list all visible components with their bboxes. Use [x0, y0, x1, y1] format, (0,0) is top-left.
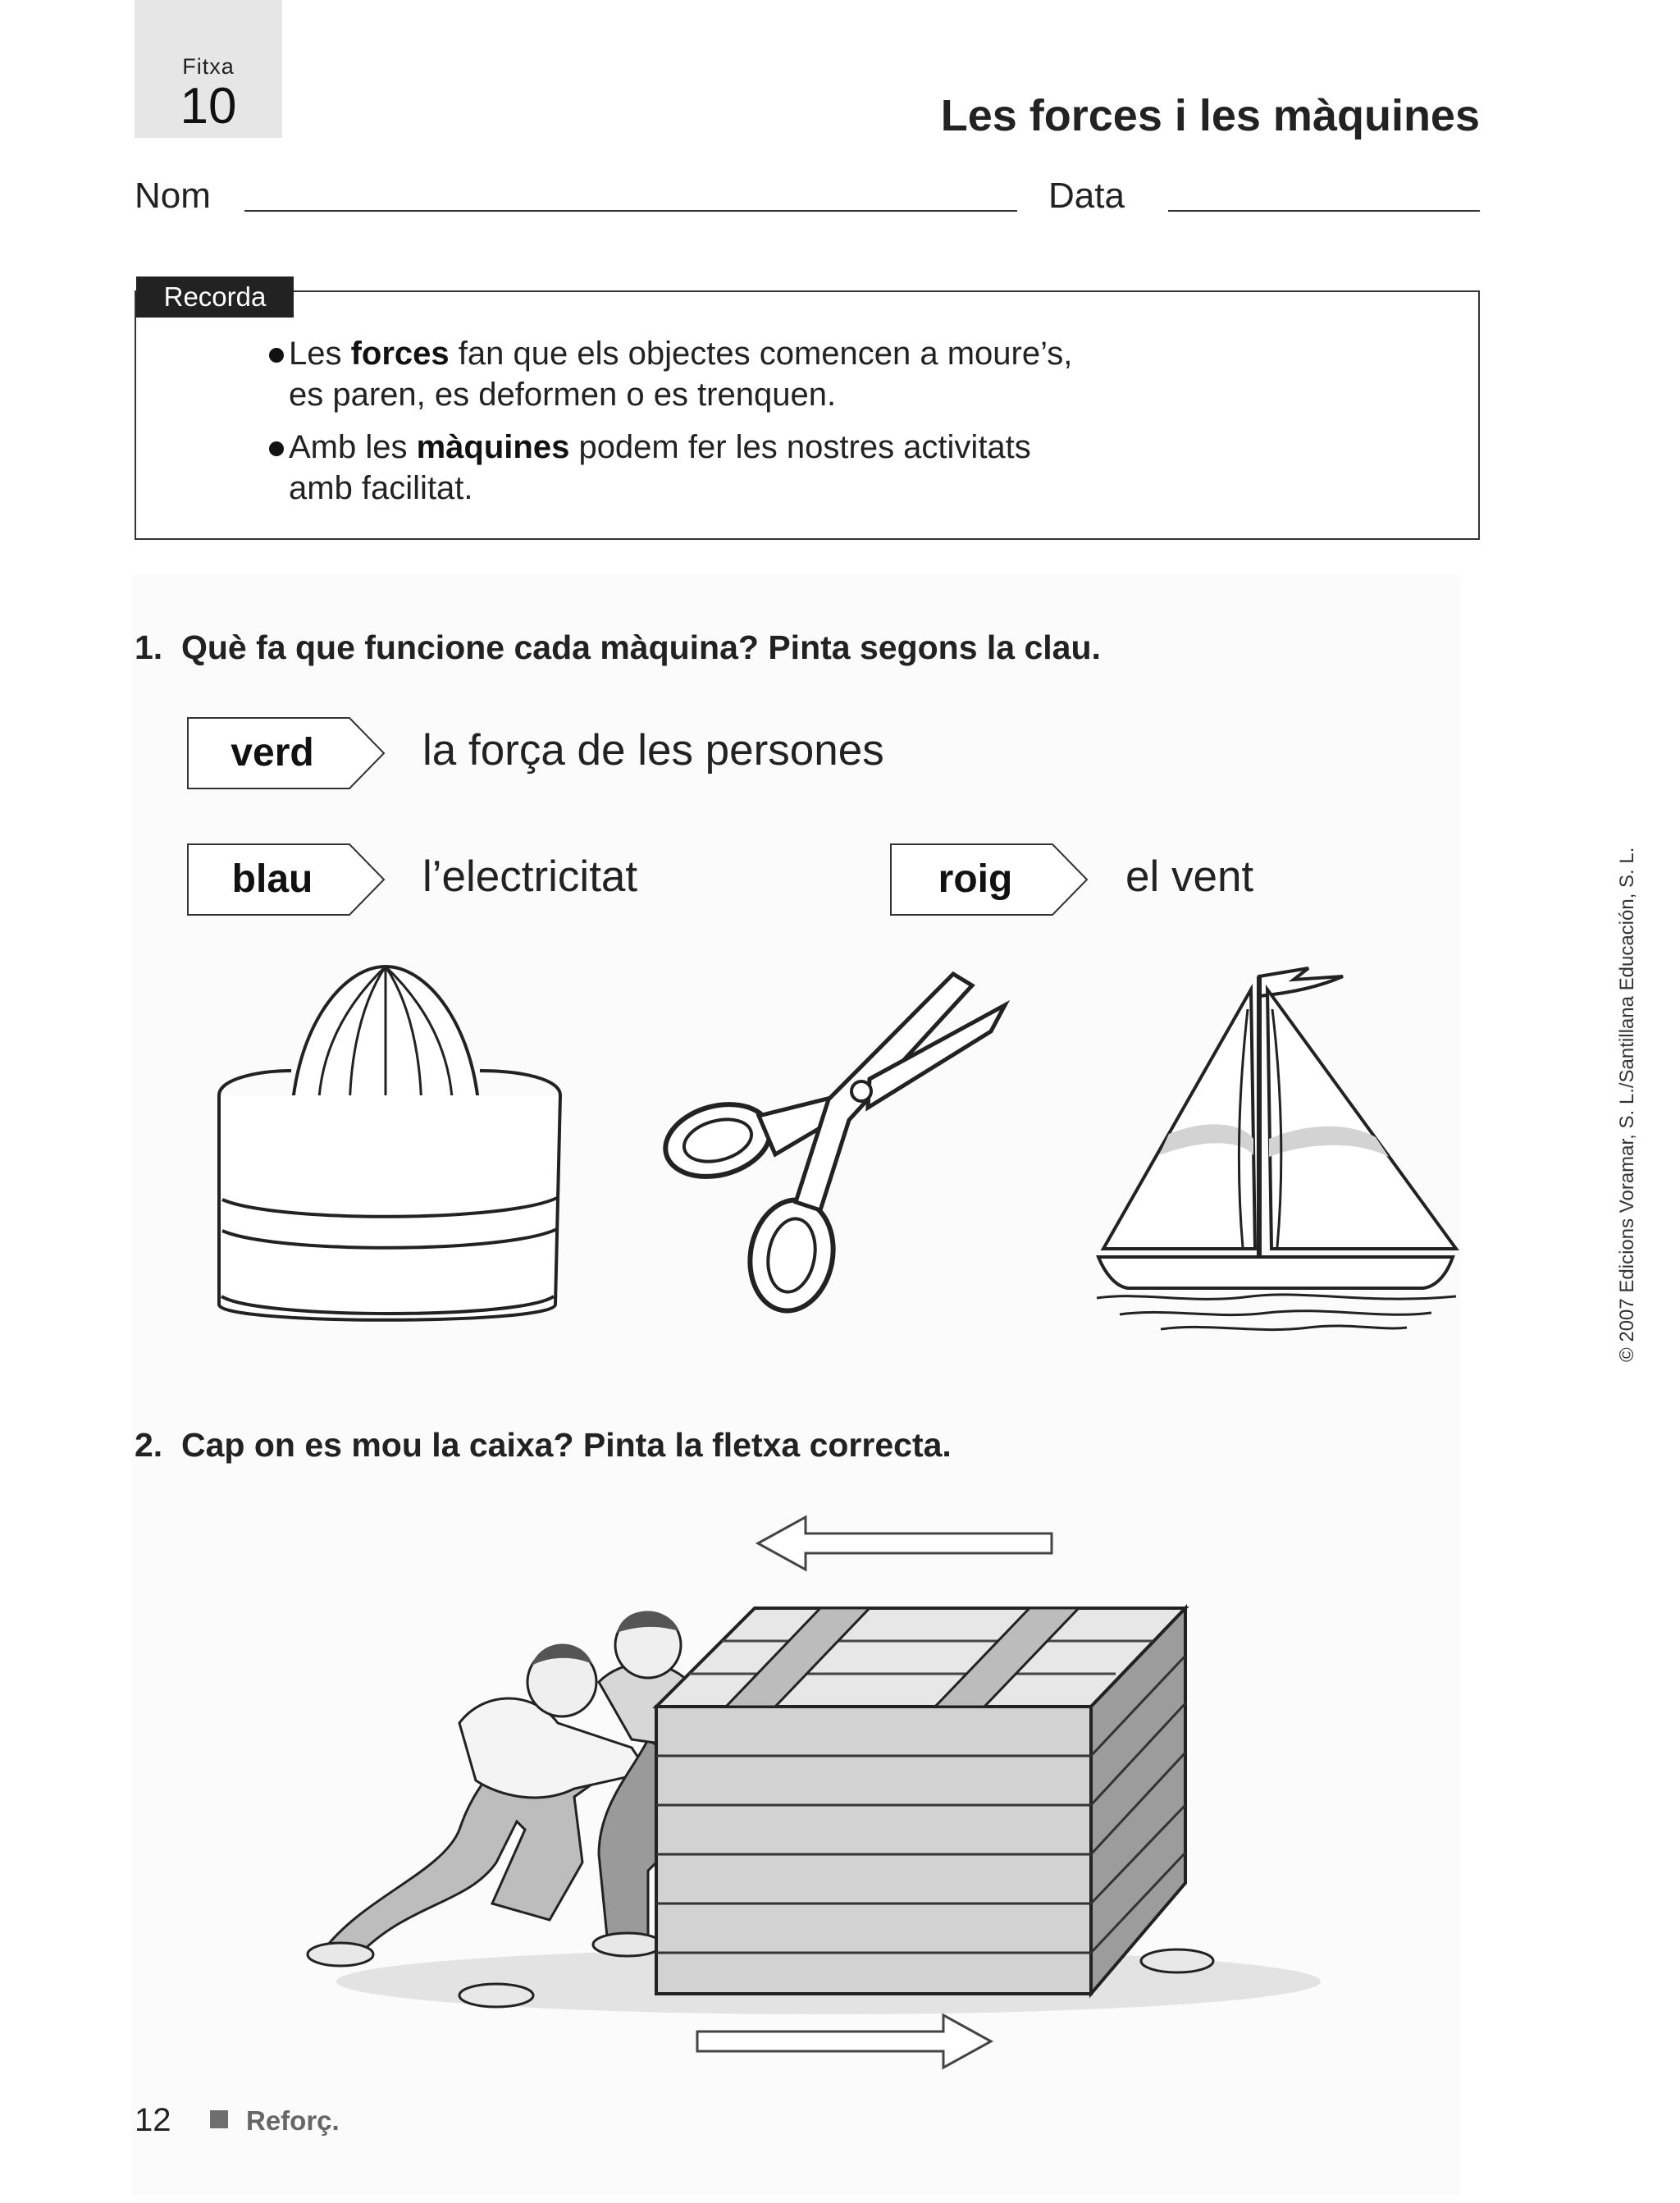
question-number: 2. — [135, 1426, 163, 1464]
recorda-item-forces — [289, 333, 1273, 415]
copyright-notice: © 2007 Edicions Voramar, S. L./Santillana Educación, S. L. — [1616, 847, 1638, 1362]
key-meaning: l’electricitat — [422, 852, 638, 901]
recorda-item-text: Les — [289, 336, 351, 372]
recorda-tag: Recorda — [136, 277, 294, 318]
bullet-icon — [269, 348, 284, 363]
recorda-item-text: fan que els objectes comencen a moure’s, — [449, 336, 1073, 372]
key-color-label: blau — [231, 857, 313, 901]
recorda-item-text: Amb les — [289, 429, 417, 465]
bullet-icon — [269, 441, 284, 456]
key-meaning: la força de les persones — [422, 726, 884, 775]
name-field[interactable] — [244, 210, 1017, 212]
recorda-item-text: es paren, es deformen o es trenquen. — [289, 377, 837, 413]
recorda-item-text: podem fer les nostres activitats — [569, 429, 1031, 465]
footer-label: Reforç. — [246, 2105, 340, 2136]
page-number: 12 — [135, 2102, 171, 2138]
recorda-item-maquines — [289, 427, 1273, 509]
question-number: 1. — [135, 628, 163, 666]
key-meaning: el vent — [1125, 852, 1254, 901]
date-field[interactable] — [1168, 210, 1480, 212]
name-label: Nom — [135, 176, 211, 216]
page-title: Les forces i les màquines — [940, 91, 1480, 140]
recorda-item-keyword: forces — [350, 336, 450, 372]
box-pushing-image[interactable] — [304, 1559, 1337, 2018]
fitxa-number: 10 — [180, 78, 237, 135]
key-tag-roig — [890, 843, 1087, 916]
sailboat-image[interactable] — [1087, 960, 1464, 1346]
key-tag-blau — [187, 843, 384, 916]
key-tag-verd — [187, 717, 384, 789]
question-2 — [135, 1426, 952, 1465]
question-text: Què fa que funcione cada màquina? Pinta segons la clau. — [181, 628, 1101, 666]
key-color-label: verd — [231, 731, 314, 775]
fitxa-tab — [135, 0, 282, 138]
scissors-image[interactable] — [656, 964, 1017, 1325]
recorda-item-keyword: màquines — [416, 429, 570, 465]
square-icon — [210, 2110, 228, 2128]
fitxa-label: Fitxa — [182, 54, 235, 79]
date-label: Data — [1048, 176, 1125, 216]
key-color-label: roig — [938, 857, 1013, 901]
right-arrow-icon[interactable] — [691, 2012, 994, 2075]
question-1 — [135, 628, 1101, 667]
recorda-item-text: amb facilitat. — [289, 470, 473, 506]
juicer-image[interactable] — [209, 960, 570, 1337]
question-text: Cap on es mou la caixa? Pinta la fletxa correcta. — [181, 1426, 952, 1464]
